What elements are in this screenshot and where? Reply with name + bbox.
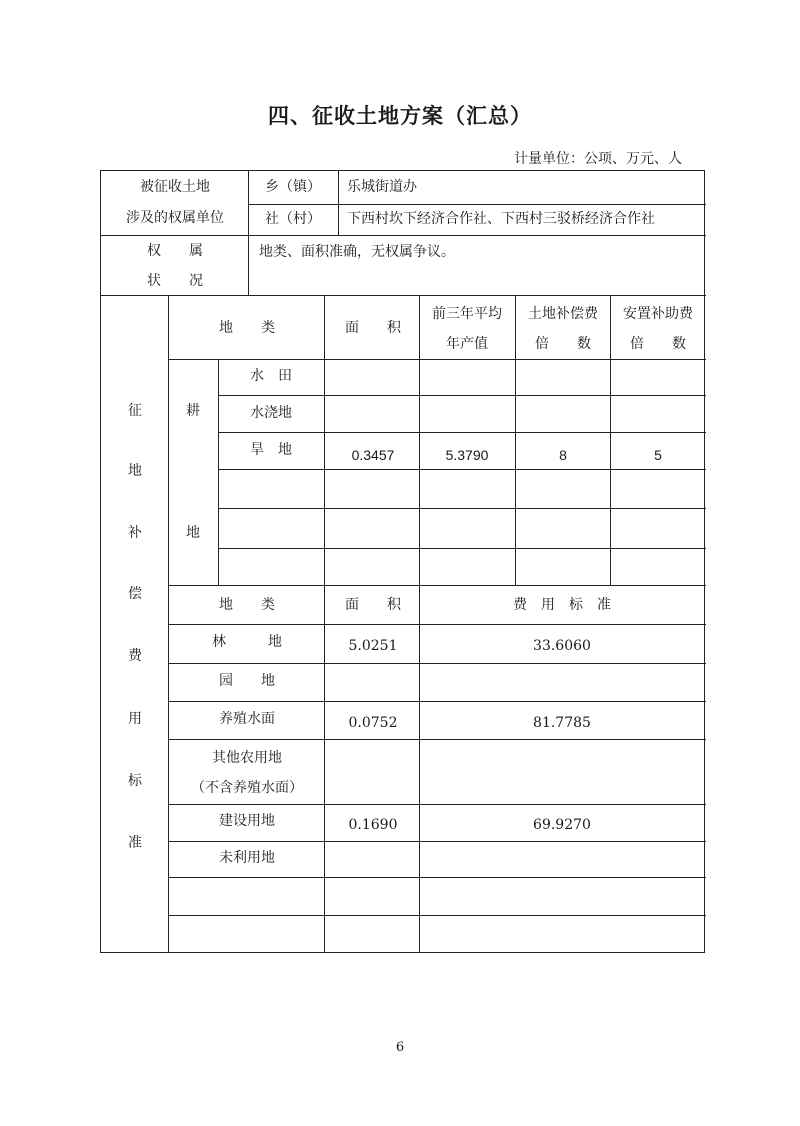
header-resettle-multiple: 倍 数 xyxy=(630,336,686,352)
side-label-char: 补 xyxy=(128,525,142,541)
row-divider xyxy=(218,548,706,549)
col-divider xyxy=(248,171,249,295)
unit-note: 计量单位：公项、万元、人 xyxy=(514,151,682,167)
other-land-row-standard: 69.9270 xyxy=(533,817,591,833)
header-area: 面 积 xyxy=(345,320,401,336)
header-avg-output: 前三年平均 xyxy=(432,306,502,322)
farmland-row-resettle-multiple: 5 xyxy=(654,447,662,463)
col-divider xyxy=(610,295,611,585)
farmland-row-name: 旱 地 xyxy=(250,442,292,458)
farmland-row-comp-multiple: 8 xyxy=(559,447,567,463)
header-land-type: 地 类 xyxy=(219,320,275,336)
header-avg-output: 年产值 xyxy=(446,336,488,352)
other-land-row-name: 林 地 xyxy=(212,634,282,650)
other-land-row-standard: 33.6060 xyxy=(533,638,591,654)
side-label-char: 用 xyxy=(128,711,142,727)
side-label-char: 费 xyxy=(128,648,142,664)
row-divider xyxy=(218,469,706,470)
row-divider xyxy=(101,235,706,236)
farmland-row-name: 水浇地 xyxy=(250,405,292,421)
page-number: 6 xyxy=(395,1040,405,1055)
other-land-row-area: 0.0752 xyxy=(348,715,398,731)
side-label-char: 偿 xyxy=(128,586,142,602)
col-divider xyxy=(338,171,339,235)
header-comp-multiple: 倍 数 xyxy=(535,336,591,352)
col-divider xyxy=(419,295,420,952)
village-value: 下西村坎下经济合作社、下西村三驳桥经济合作社 xyxy=(347,211,655,227)
row-divider xyxy=(168,804,706,805)
ownership-label: 状 况 xyxy=(147,273,203,289)
row-divider xyxy=(168,359,706,360)
row-divider xyxy=(168,841,706,842)
farmland-category: 地 xyxy=(186,525,200,541)
col-divider xyxy=(168,295,169,952)
header-land-type: 地 类 xyxy=(219,597,275,613)
row-divider xyxy=(168,739,706,740)
township-label: 乡（镇） xyxy=(265,179,321,195)
other-land-row-name: （不含养殖水面） xyxy=(191,780,303,796)
farmland-row-area: 0.3457 xyxy=(351,447,395,463)
ownership-label: 权 属 xyxy=(147,243,203,259)
farmland-category: 耕 xyxy=(186,403,200,419)
header-area: 面 积 xyxy=(345,597,401,613)
row-divider xyxy=(168,701,706,702)
farmland-row-avg-output: 5.3790 xyxy=(445,447,489,463)
farmland-row-name: 水 田 xyxy=(250,368,292,384)
row-divider xyxy=(168,585,706,586)
side-label-char: 征 xyxy=(128,403,142,419)
other-land-row-name: 未利用地 xyxy=(219,850,275,866)
other-land-row-area: 0.1690 xyxy=(348,817,398,833)
side-label-char: 地 xyxy=(128,463,142,479)
col-divider xyxy=(324,295,325,952)
side-label-char: 准 xyxy=(128,835,142,851)
other-land-row-name: 养殖水面 xyxy=(219,711,275,727)
other-land-row-area: 5.0251 xyxy=(348,638,398,654)
affected-units-label: 涉及的权属单位 xyxy=(126,210,224,226)
land-acquisition-table xyxy=(100,170,705,953)
affected-units-label: 被征收土地 xyxy=(140,179,210,195)
page-title: 四、征收土地方案（汇总） xyxy=(268,104,532,128)
row-divider xyxy=(218,395,706,396)
row-divider xyxy=(248,204,706,205)
other-land-row-name: 建设用地 xyxy=(219,813,275,829)
row-divider xyxy=(218,432,706,433)
col-divider xyxy=(515,295,516,585)
other-land-row-name: 园 地 xyxy=(219,673,275,689)
header-comp-multiple: 土地补偿费 xyxy=(528,306,598,322)
other-land-row-name: 其他农用地 xyxy=(212,750,282,766)
col-divider xyxy=(218,359,219,585)
header-standard: 费 用 标 准 xyxy=(513,597,611,613)
row-divider xyxy=(101,295,706,296)
row-divider xyxy=(168,663,706,664)
other-land-row-standard: 81.7785 xyxy=(533,715,591,731)
township-value: 乐城街道办 xyxy=(347,179,417,195)
header-resettle-multiple: 安置补助费 xyxy=(623,306,693,322)
row-divider xyxy=(168,877,706,878)
side-label-char: 标 xyxy=(128,773,142,789)
row-divider xyxy=(168,915,706,916)
village-label: 社（村） xyxy=(265,211,321,227)
row-divider xyxy=(218,508,706,509)
ownership-value: 地类、面积准确，无权属争议。 xyxy=(259,244,455,260)
row-divider xyxy=(168,624,706,625)
